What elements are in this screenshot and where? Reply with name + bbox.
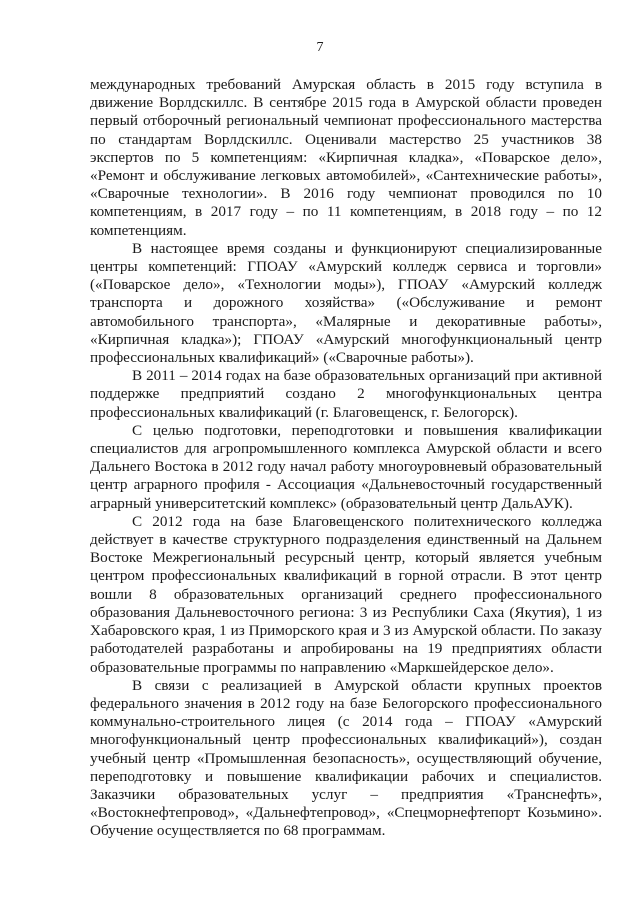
paragraph-competence-centers: В настоящее время созданы и функционируют специализированные центры компетенций: ГПОАУ «Амурский колледж сервиса и торговли» («Поварское дело», «Технологии моды»), ГПОАУ «Амурский колледж транспорта и дорожного хозяйства» («Обслуживание и ремонт автомобильного транспорта», «Малярные и декоративные работы», «Кирпичная кладка»); ГПОАУ «Амурский многофункциональный центр профессиональных квалификаций» («Сварочные работы»). — [90, 239, 602, 367]
paragraph-worldskills: международных требований Амурская область в 2015 году вступила в движение Ворлдскиллс. В сентябре 2015 года в Амурской области проведен первый отборочный региональный чемпионат профессионального мастерства по стандартам Ворлдскиллс. Оценивали мастерство 25 участников 38 экспертов по 5 компетенциям: «Кирпичная кладка», «Поварское дело», «Ремонт и обслуживание легковых автомобилей», «Сантехнические работы», «Сварочные технологии». В 2016 году чемпионат проводился по 10 компетенциям, в 2017 году – по 11 компетенциям, в 2018 году – по 12 компетенциям. — [90, 76, 602, 239]
paragraph-resource-center: С 2012 года на базе Благовещенского политехнического колледжа действует в качестве структурного подразделения единственный на Дальнем Востоке Межрегиональный ресурсный центр, который является учебным центром профессиональных квалификаций в горной отрасли. В этот центр вошли 8 образовательных организаций среднего профессионального образования Дальневосточного региона: 3 из Республики Саха (Якутия), 1 из Хабаровского края, 1 из Приморского края и 3 из Амурской области. По заказу работодателей разработаны и апробированы на 19 предприятиях области образовательные программы по направлению «Маркшейдерское дело». — [90, 512, 602, 676]
page-number: 7 — [316, 40, 324, 55]
paragraph-multifunctional-centers: В 2011 – 2014 годах на базе образовательных организаций при активной поддержке предприятий создано 2 многофункциональных центра профессиональных квалификаций (г. Благовещенск, г. Белогорск). — [90, 367, 602, 421]
document-body — [90, 76, 602, 841]
paragraph-industrial-safety: В связи с реализацией в Амурской области крупных проектов федерального значения в 2012 году на базе Белогорского профессионального коммунально-строительного лицея (с 2014 года – ГПОАУ «Амурский многофункциональный центр профессиональных квалификаций»), создан учебный центр «Промышленная безопасность», осуществляющий обучение, переподготовку и повышение квалификации рабочих и специалистов. Заказчики образовательных услуг – предприятия «Транснефть», «Востокнефтепровод», «Дальнефтепровод», «Спецморнефтепорт Козьмино». Обучение осуществляется по 68 программам. — [90, 676, 602, 840]
paragraph-agrarian-center: С целью подготовки, переподготовки и повышения квалификации специалистов для агропромышленного комплекса Амурской области и всего Дальнего Востока в 2012 году начал работу многоуровневый образовательный центр аграрного профиля - Ассоциация «Дальневосточный государственный аграрный университетский комплекс» (образовательный центр ДальАУК). — [90, 421, 602, 512]
